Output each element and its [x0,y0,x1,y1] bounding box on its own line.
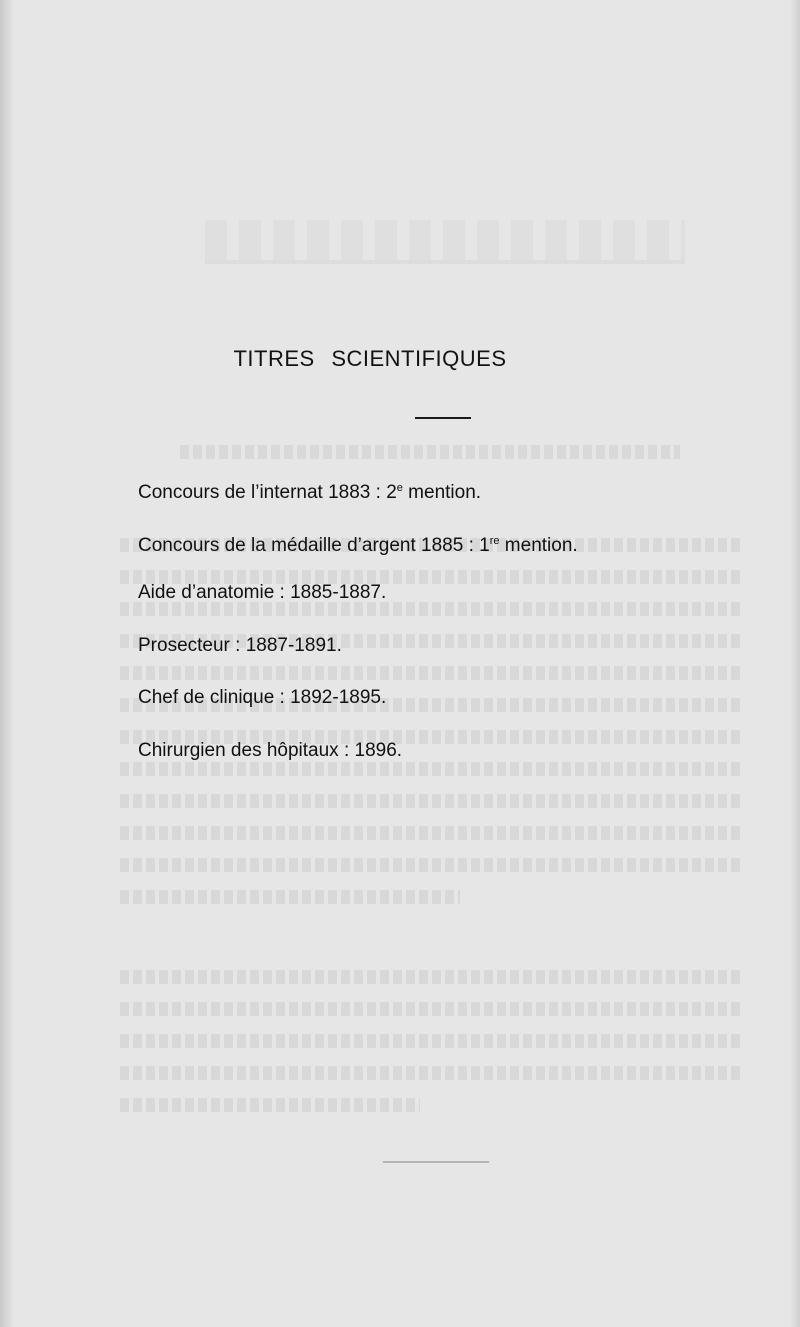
entry-text: Chef de clinique : 1892-1895. [138,687,387,708]
page-title: TITRES SCIENTIFIQUES [233,346,507,371]
entry-ordinal-suffix: e [396,482,403,494]
titles-list [138,478,578,793]
list-item [138,636,578,656]
entry-text: Chirurgien des hôpitaux : 1896. [138,739,403,761]
entry-text: Aide d’anatomie : 1885-1887. [138,582,387,603]
list-item [138,478,578,503]
list-item [138,583,578,603]
entry-text: Prosecteur : 1887-1891. [138,634,342,656]
entry-text-end: mention. [402,482,482,503]
entry-text-end: mention. [499,534,578,556]
list-item [138,688,578,708]
entry-ordinal-suffix: re [489,534,500,547]
list-item [138,531,578,556]
entry-text: Concours de la médaille d’argent 1885 : 1 [138,534,490,556]
list-item [138,741,578,761]
title-divider [415,417,471,419]
entry-text: Concours de l’internat 1883 : 2 [138,482,397,503]
bottom-divider [383,1161,489,1163]
